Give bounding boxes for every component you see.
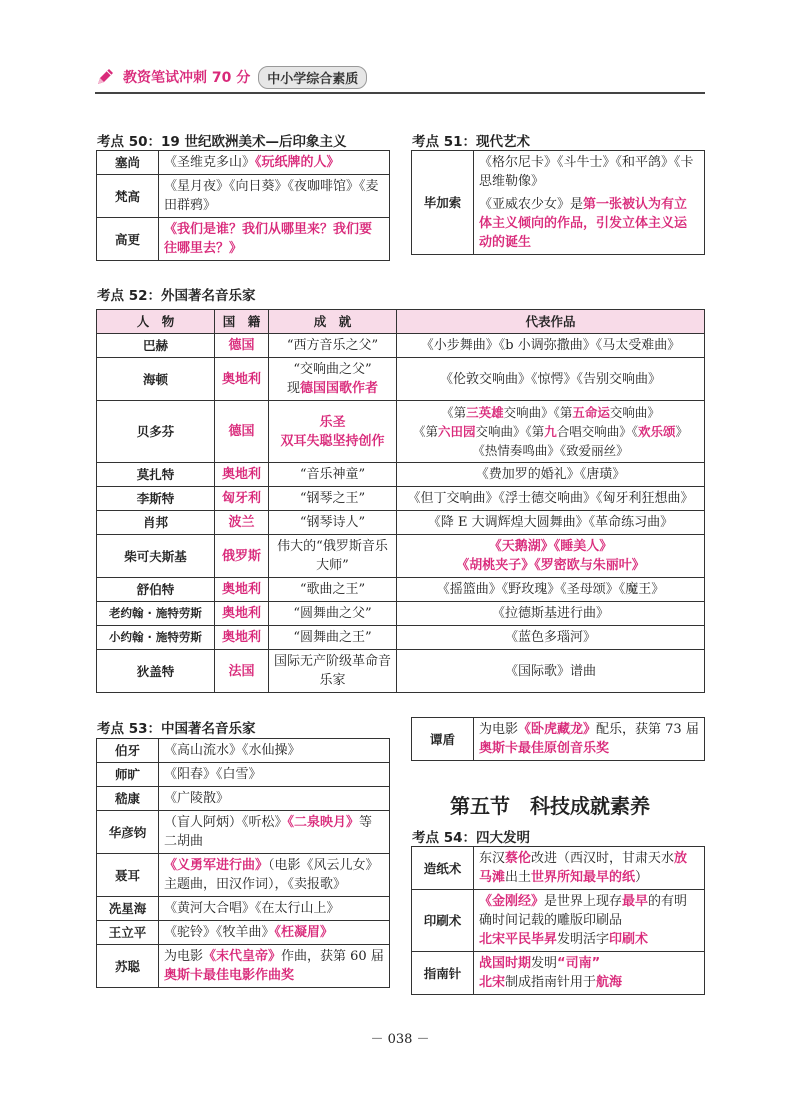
table-row [97,175,390,218]
detail-highlight: “司南” [557,956,601,971]
musician-name: 李斯特 [97,487,215,511]
works-highlight: 六田园 [437,424,476,439]
musician-works [159,921,390,945]
musician-achievement: “西方音乐之父” [269,334,397,358]
s54-title: 考点 54：四大发明 [412,830,530,846]
detail-highlight: 战国时期 [479,956,532,971]
musician-country: 匈牙利 [215,487,269,511]
s54-table [411,846,705,995]
col-header: 人 物 [97,310,215,334]
table-row [97,602,705,626]
works-line [479,195,699,252]
works-line [402,403,699,422]
s51-table [411,150,705,255]
musician-works [474,718,705,761]
musician-country: 波兰 [215,511,269,535]
musician-name: 苏聪 [97,945,159,988]
works-plain: 交响曲》《第 [503,405,573,420]
table-row [412,151,705,255]
table-row [97,739,390,763]
s50-title: 考点 50：19 世纪欧洲美术—后印象主义 [97,134,347,150]
works-plain: 《圣维克多山》 [164,155,256,170]
musician-works: 《广陵散》 [159,787,390,811]
table-row [97,578,705,602]
detail-plain: 的有明确时间记载的雕版印刷品 [479,894,688,928]
table-row [97,151,390,175]
detail-highlight: 蔡伦 [505,851,532,866]
musician-country: 俄罗斯 [215,535,269,578]
works-plain: 为电影 [479,722,519,737]
invention-detail [474,890,705,952]
musician-name: 贝多芬 [97,401,215,463]
detail-highlight: 放马滩 [479,851,688,885]
works-highlight: 第一张被认为有立体主义倾向的作品，引发立体主义运动的诞生 [479,197,688,250]
musician-name: 华彦钧 [97,811,159,854]
musician-works: 《小步舞曲》《b 小调弥撒曲》《马太受难曲》 [397,334,705,358]
musician-name: 柴可夫斯基 [97,535,215,578]
detail-plain: 制成指南针用于 [505,975,597,990]
header-divider [95,92,705,94]
works-highlight: 《枉凝眉》 [274,925,334,940]
detail-plain: 发明活字 [557,932,610,947]
musician-works [159,945,390,988]
table-row [97,626,705,650]
achievement-plain: 现 [286,381,300,396]
detail-plain: 出土 [505,870,532,885]
works-plain: 等二胡曲 [164,815,373,849]
musician-works: 《黄河大合唱》《在太行山上》 [159,897,390,921]
musician-works: 《摇篮曲》《野玫瑰》《圣母颂》《魔王》 [397,578,705,602]
detail-plain: 发明 [531,956,558,971]
achievement-line: “交响曲之父” [293,362,372,377]
table-row [412,718,705,761]
col-header: 国 籍 [215,310,269,334]
table-row [97,401,705,463]
invention-name: 印刷术 [412,890,474,952]
artist-name: 高更 [97,218,159,261]
table-row [97,463,705,487]
detail-line [479,892,699,930]
works-plain: 为电影 [164,949,204,964]
works-plain: 》 [675,424,689,439]
table-row [97,897,390,921]
achievement-highlight: 乐圣 [319,414,346,430]
table-row [412,847,705,890]
s53-title: 考点 53：中国著名音乐家 [97,721,256,737]
achievement-highlight: 德国国歌作者 [300,381,379,396]
musician-name: 聂耳 [97,854,159,897]
table-row [97,650,705,693]
works-plain: （盲人阿炳）《听松》 [164,815,288,830]
table-row [412,890,705,952]
musician-name: 狄盖特 [97,650,215,693]
works-plain: 《亚威农少女》是 [479,197,584,212]
musician-works: 《拉德斯基进行曲》 [397,602,705,626]
table-row [97,945,390,988]
works-plain: 《驼铃》《牧羊曲》 [164,925,275,940]
table-row [97,358,705,401]
artist-name: 毕加索 [412,151,474,255]
detail-highlight: 印刷术 [609,932,649,947]
col-header: 成 就 [269,310,397,334]
musician-works: 《国际歌》谱曲 [397,650,705,693]
detail-highlight: 北宋平民毕昇 [479,932,558,947]
musician-country: 奥地利 [215,626,269,650]
works-plain: 交响曲》 [609,405,660,420]
musician-works: 《费加罗的婚礼》《唐璜》 [397,463,705,487]
detail-highlight: 《金刚经》 [479,894,545,909]
musician-name: 冼星海 [97,897,159,921]
works-plain: 《第 [412,424,438,439]
musician-name: 老约翰 · 施特劳斯 [97,602,215,626]
musician-achievement: “钢琴诗人” [269,511,397,535]
musician-name: 谭盾 [412,718,474,761]
musician-works: 《阳春》《白雪》 [159,763,390,787]
header-badge: 中小学综合素质 [258,66,367,89]
table-row [97,787,390,811]
works-highlight: 《二泉映月》 [287,815,360,830]
s52-title: 考点 52：外国著名音乐家 [97,288,256,304]
achievement-highlight: 双耳失聪坚持创作 [280,433,385,449]
table-row [97,218,390,261]
musician-achievement [269,358,397,401]
musician-country: 奥地利 [215,602,269,626]
musician-works: 《伦敦交响曲》《惊愕》《告别交响曲》 [397,358,705,401]
works-highlight: 九 [544,424,557,439]
table-row [97,511,705,535]
works-line [402,422,699,441]
musician-achievement: “音乐神童” [269,463,397,487]
s53-table [96,738,390,988]
achievement-line [274,379,391,398]
works-highlight: 《末代皇帝》 [203,949,282,964]
works-highlight: 《卧虎藏龙》 [518,722,597,737]
detail-highlight: 最早 [622,894,649,909]
table-row [97,811,390,854]
works-highlight: 《义勇军进行曲》 [164,858,269,873]
musician-name: 舒伯特 [97,578,215,602]
detail-line [479,930,699,949]
musician-achievement: “圆舞曲之父” [269,602,397,626]
invention-detail [474,952,705,995]
table-row [97,535,705,578]
invention-name: 指南针 [412,952,474,995]
musician-achievement: “歌曲之王” [269,578,397,602]
table-row [97,487,705,511]
musician-name: 海顿 [97,358,215,401]
musician-achievement: “圆舞曲之王” [269,626,397,650]
works-highlight: 《玩纸牌的人》 [255,155,340,170]
musician-achievement: “钢琴之王” [269,487,397,511]
musician-achievement [269,401,397,463]
musician-name: 肖邦 [97,511,215,535]
artist-name: 塞尚 [97,151,159,175]
musician-name: 师旷 [97,763,159,787]
musician-country: 德国 [215,334,269,358]
detail-highlight: 北宋 [479,975,506,990]
detail-highlight: 航海 [596,975,623,990]
musician-name: 伯牙 [97,739,159,763]
works-plain: 配乐，获第 73 届 [596,722,699,737]
musician-achievement: 伟大的“俄罗斯音乐大师” [269,535,397,578]
s51-title: 考点 51：现代艺术 [412,134,530,150]
works-highlight: 欢乐颂 [638,424,676,439]
musician-works [397,401,705,463]
detail-plain: 改进（西汉时，甘肃天水 [531,851,675,866]
works-highlight: 五命运 [572,405,610,420]
works-highlight: 《胡桃夹子》《罗密欧与朱丽叶》 [456,558,645,573]
works-highlight: 奥斯卡最佳电影作曲奖 [164,968,295,983]
s52-table [96,309,705,693]
works-highlight: 三英雄 [466,405,504,420]
table-row [97,921,390,945]
musician-achievement: 国际无产阶级革命音乐家 [269,650,397,693]
works-line: 《格尔尼卡》《斗牛士》《和平鸽》《卡思维勒像》 [479,155,694,189]
table-row [97,854,390,897]
works-highlight: 《天鹅湖》《睡美人》 [488,539,613,554]
table-row [97,763,390,787]
artist-works [474,151,705,255]
detail-line [479,973,699,992]
works-plain: （电影《风云儿女》主题曲，田汉作词），《卖报歌》 [164,858,379,892]
musician-works: 《降 E 大调辉煌大圆舞曲》《革命练习曲》 [397,511,705,535]
musician-name: 小约翰 · 施特劳斯 [97,626,215,650]
musician-works: 《但丁交响曲》《浮士德交响曲》《匈牙利狂想曲》 [397,487,705,511]
works-highlight: 奥斯卡最佳原创音乐奖 [479,741,610,756]
musician-works: 《高山流水》《水仙操》 [159,739,390,763]
col-header: 代表作品 [397,310,705,334]
musician-name: 王立平 [97,921,159,945]
detail-plain: 东汉 [479,851,506,866]
chapter-title: 第五节 科技成就素养 [450,794,650,818]
detail-line [479,954,699,973]
musician-works [159,854,390,897]
musician-country: 奥地利 [215,463,269,487]
musician-works [397,535,705,578]
s53-table-continued [411,717,705,761]
musician-name: 莫扎特 [97,463,215,487]
table-header-row [97,310,705,334]
musician-works [159,811,390,854]
musician-country: 奥地利 [215,358,269,401]
invention-name: 造纸术 [412,847,474,890]
detail-plain: 是世界上现存 [544,894,623,909]
header-title: 教资笔试冲刺 70 分 [123,70,251,86]
musician-name: 巴赫 [97,334,215,358]
artist-works [159,151,390,175]
musician-country: 法国 [215,650,269,693]
page-number: － 038 － [370,1032,430,1047]
works-plain: 《第 [441,405,467,420]
artist-works: 《我们是谁？我们从哪里来？我们要往哪里去？》 [159,218,390,261]
musician-works: 《蓝色多瑙河》 [397,626,705,650]
works-plain: 合唱交响曲》《 [556,424,639,439]
musician-country: 德国 [215,401,269,463]
table-row [97,334,705,358]
table-row [412,952,705,995]
invention-detail [474,847,705,890]
works-plain: 作曲，获第 60 届 [281,949,384,964]
artist-works: 《星月夜》《向日葵》《夜咖啡馆》《麦田群鸦》 [159,175,390,218]
works-plain: 交响曲》《第 [475,424,545,439]
s50-table [96,150,390,261]
musician-name: 嵇康 [97,787,159,811]
pencil-icon [95,67,115,87]
musician-country: 奥地利 [215,578,269,602]
detail-highlight: 世界所知最早的纸 [531,870,636,885]
detail-plain: ） [635,870,649,885]
page-header [95,64,367,90]
artist-name: 梵高 [97,175,159,218]
works-line: 《热情奏鸣曲》《致爱丽丝》 [472,443,629,458]
